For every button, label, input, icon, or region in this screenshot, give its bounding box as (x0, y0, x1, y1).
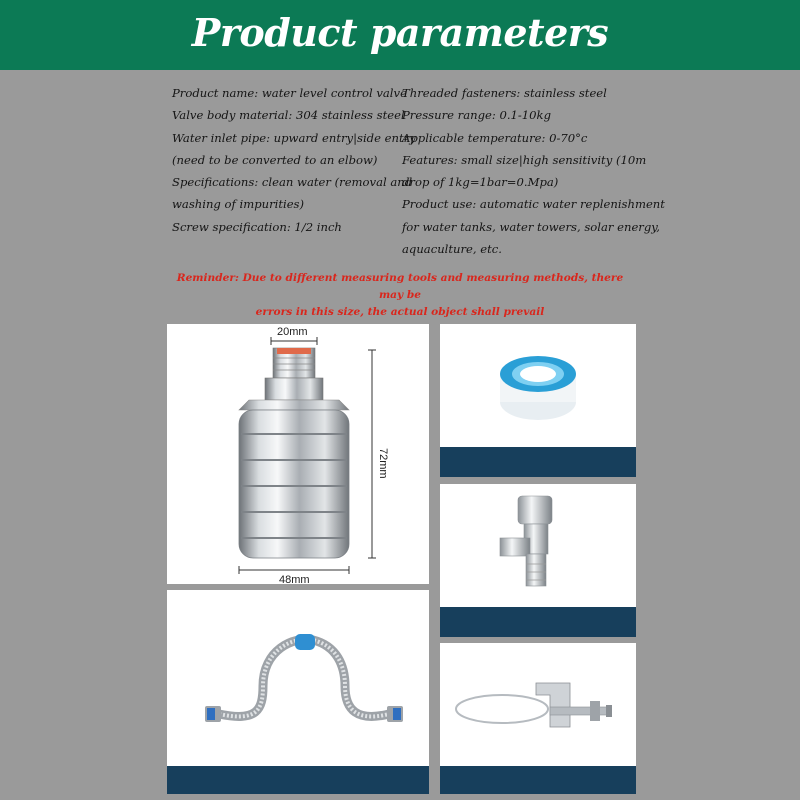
reminder-line-1: Reminder: Due to different measuring tools and measuring methods, there may be (176, 272, 624, 301)
param-line: Features: small size|high sensitivity (10m (402, 152, 647, 167)
param-line: drop of 1kg=1bar=0.Mpa) (402, 175, 559, 190)
dimension-top: 20mm (277, 326, 308, 338)
param-line: aquaculture, etc. (402, 242, 502, 257)
panel-ptfe-tape (440, 324, 636, 477)
dimension-height: 72mm (377, 448, 389, 479)
param-line: Specifications: clean water (removal and (172, 175, 413, 190)
page-title: Product parameters (191, 10, 609, 55)
panel-band (167, 766, 429, 794)
param-line: for water tanks, water towers, solar energy, (402, 219, 660, 234)
reminder-note (165, 270, 635, 321)
param-line: Product use: automatic water replenishment (402, 197, 665, 212)
panel-valve-dimensions (167, 324, 429, 584)
param-line: Applicable temperature: 0-70°c (402, 130, 588, 145)
panel-band (440, 607, 636, 637)
header-banner (0, 0, 800, 70)
dimension-bottom: 48mm (279, 574, 310, 584)
braided-hose-image (167, 590, 429, 794)
valve-image (167, 324, 429, 584)
reminder-line-2: errors in this size, the actual object shall prevail (255, 306, 545, 318)
panel-band (440, 447, 636, 477)
panel-band (440, 766, 636, 794)
params-left-column (172, 82, 416, 238)
panel-mounting-bracket (440, 643, 636, 794)
params-right-column (402, 82, 665, 260)
param-line: Product name: water level control valve (172, 86, 407, 100)
panel-angle-valve (440, 484, 636, 637)
param-line: Threaded fasteners: stainless steel (402, 86, 607, 100)
param-line: Screw specification: 1/2 inch (172, 219, 342, 234)
param-line: washing of impurities) (172, 197, 305, 212)
param-line: (need to be converted to an elbow) (172, 152, 378, 167)
param-line: Valve body material: 304 stainless steel (172, 108, 405, 123)
param-line: Pressure range: 0.1-10kg (402, 108, 552, 123)
param-line: Water inlet pipe: upward entry|side entry (172, 130, 416, 145)
panel-braided-hose (167, 590, 429, 794)
